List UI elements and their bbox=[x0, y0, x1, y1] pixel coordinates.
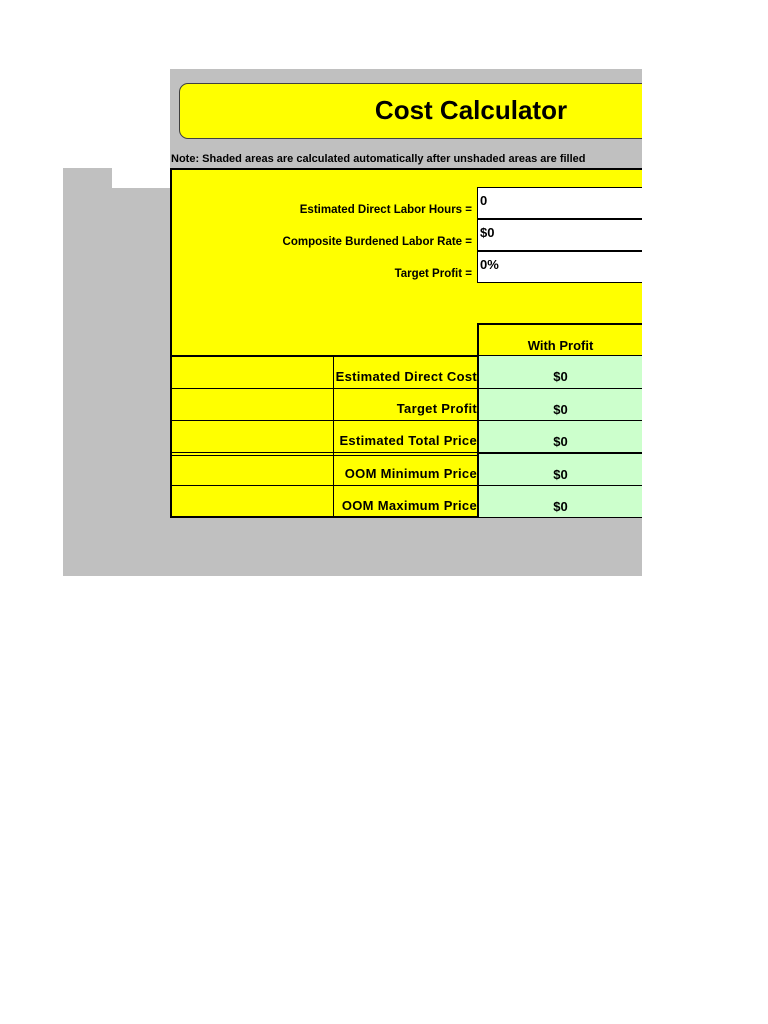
direct-cost-label: Estimated Direct Cost bbox=[335, 369, 477, 384]
labor-hours-label: Estimated Direct Labor Hours = bbox=[299, 204, 472, 216]
total-price-label: Estimated Total Price bbox=[339, 433, 477, 448]
row-divider bbox=[172, 485, 477, 486]
oom-min-value: $0 bbox=[477, 453, 642, 485]
result-row bbox=[172, 420, 642, 452]
result-row bbox=[172, 388, 642, 420]
labor-hours-input[interactable]: 0 bbox=[477, 187, 642, 219]
oom-max-value: $0 bbox=[477, 485, 642, 517]
direct-cost-value: $0 bbox=[477, 356, 642, 388]
row-divider bbox=[477, 452, 642, 453]
target-profit-result-value: $0 bbox=[477, 388, 642, 420]
row-divider bbox=[172, 388, 477, 389]
result-row bbox=[172, 453, 642, 485]
labor-rate-input[interactable]: $0 bbox=[477, 219, 642, 251]
note-text: Note: Shaded areas are calculated automatically after unshaded areas are filled bbox=[171, 153, 586, 165]
target-profit-result-label: Target Profit bbox=[396, 401, 477, 416]
row-divider bbox=[172, 455, 477, 456]
oom-min-label: OOM Minimum Price bbox=[344, 466, 477, 481]
oom-max-label: OOM Maximum Price bbox=[341, 498, 477, 513]
labor-rate-label: Composite Burdened Labor Rate = bbox=[282, 236, 472, 248]
page-margin-right bbox=[642, 69, 768, 589]
result-row bbox=[172, 356, 642, 388]
page-title: Cost Calculator bbox=[374, 95, 568, 125]
row-divider bbox=[172, 420, 477, 421]
result-row bbox=[172, 485, 642, 517]
target-profit-label: Target Profit = bbox=[394, 268, 472, 280]
column-divider bbox=[333, 356, 334, 516]
row-divider bbox=[172, 452, 477, 453]
target-profit-input[interactable]: 0% bbox=[477, 251, 642, 283]
with-profit-header: With Profit bbox=[477, 323, 642, 356]
sheet-background-notch bbox=[112, 168, 170, 188]
total-price-value: $0 bbox=[477, 420, 642, 452]
